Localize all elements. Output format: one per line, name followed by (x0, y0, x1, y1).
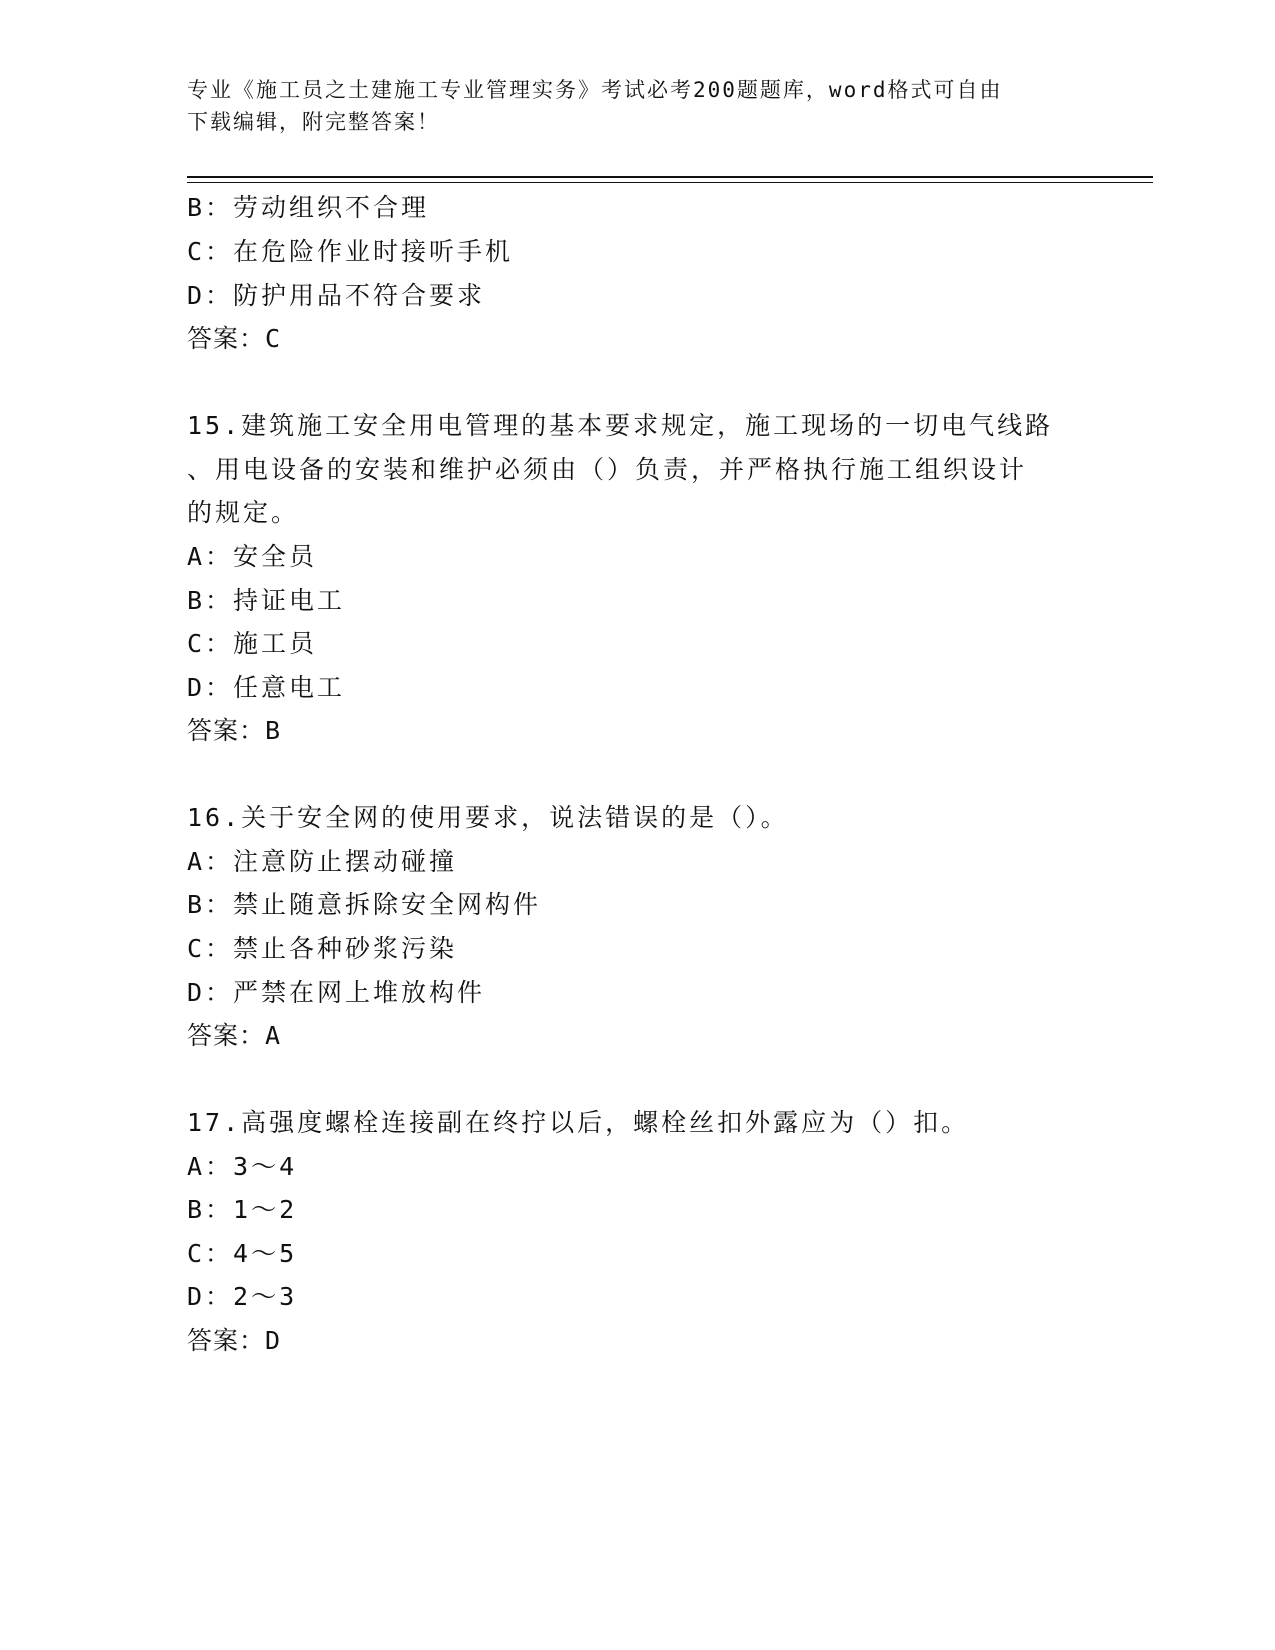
q17-stem-line-1: 17.高强度螺栓连接副在终拧以后，螺栓丝扣外露应为（）扣。 (187, 1108, 970, 1137)
q15-option-c: C：施工员 (187, 629, 318, 658)
q15-stem-line-3: 的规定。 (187, 498, 300, 527)
q16-answer: 答案：A (187, 1021, 282, 1050)
q17-option-d: D：2～3 (187, 1282, 298, 1311)
q17-option-a: A：3～4 (187, 1152, 298, 1181)
header-divider-thick (187, 176, 1153, 178)
prev-option-d: D：防护用品不符合要求 (187, 281, 486, 310)
q16-option-a: A：注意防止摆动碰撞 (187, 847, 458, 876)
prev-answer: 答案：C (187, 324, 282, 353)
header-line-1: 专业《施工员之土建施工专业管理实务》考试必考200题题库，word格式可自由 (187, 78, 1003, 102)
q16-option-c: C：禁止各种砂浆污染 (187, 934, 458, 963)
q15-answer: 答案：B (187, 716, 282, 745)
q17-answer: 答案：D (187, 1326, 282, 1355)
document-header (187, 74, 1067, 138)
prev-option-b: B：劳动组织不合理 (187, 193, 430, 222)
q16-stem-line-1: 16.关于安全网的使用要求，说法错误的是（）。 (187, 803, 789, 832)
q17-option-c: C：4～5 (187, 1239, 298, 1268)
q17-option-b: B：1～2 (187, 1195, 298, 1224)
q16-option-d: D：严禁在网上堆放构件 (187, 978, 486, 1007)
header-line-2: 下载编辑，附完整答案！ (187, 110, 440, 134)
q15-option-d: D：任意电工 (187, 673, 346, 702)
q15-option-b: B：持证电工 (187, 586, 346, 615)
header-divider-thin (187, 182, 1153, 183)
q15-stem-line-1: 15.建筑施工安全用电管理的基本要求规定，施工现场的一切电气线路 (187, 411, 1054, 440)
q15-stem-line-2: 、用电设备的安装和维护必须由（）负责，并严格执行施工组织设计 (187, 455, 1028, 484)
q15-option-a: A：安全员 (187, 542, 318, 571)
q16-option-b: B：禁止随意拆除安全网构件 (187, 890, 542, 919)
prev-option-c: C：在危险作业时接听手机 (187, 237, 514, 266)
